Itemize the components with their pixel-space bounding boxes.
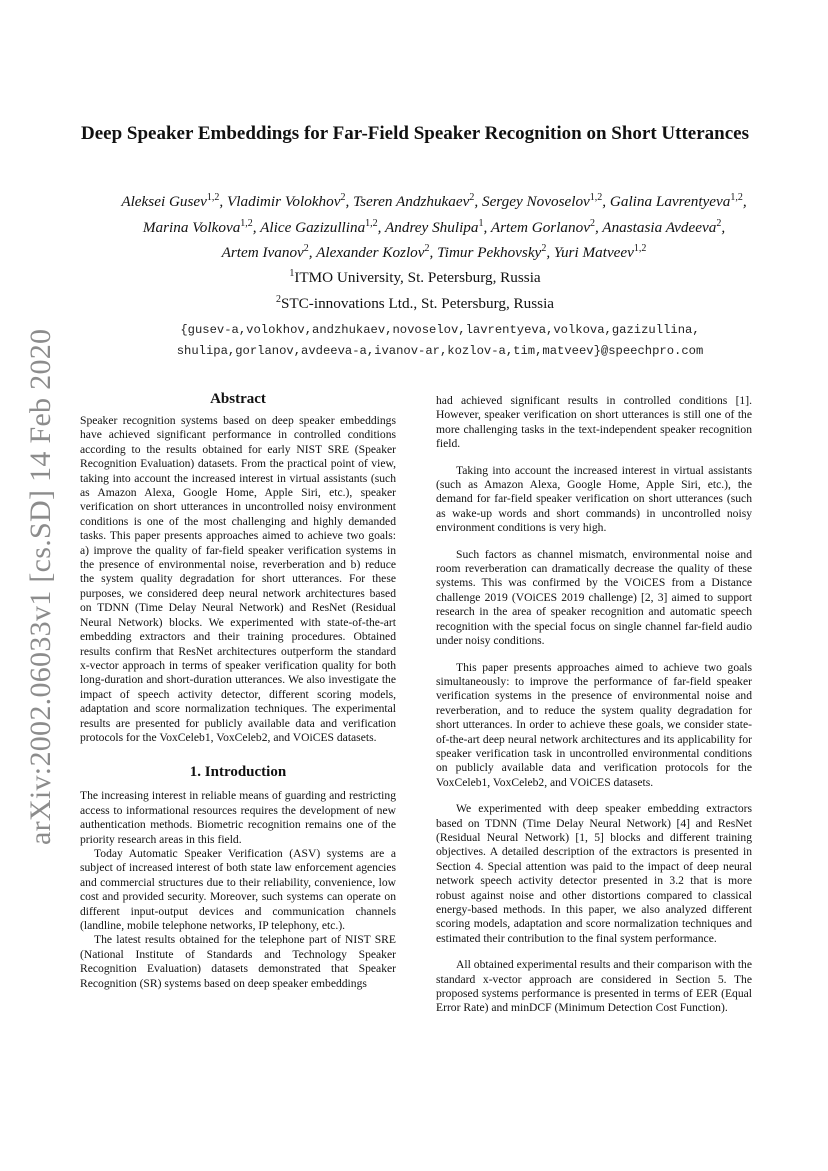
author: Vladimir Volokhov$^2$, xyxy=(227,192,354,211)
body-paragraph: had achieved significant results in controlled conditions [1]. However, speaker verification on short utterances is still one of the more challenging tasks in the text-independent speaker recognition field. xyxy=(436,394,752,451)
arxiv-side-label: arXiv:2002.06033v1 [cs.SD] 14 Feb 2020 xyxy=(24,328,57,845)
body-paragraph: We experimented with deep speaker embedding extractors based on TDNN (Time Delay Neural Network) [4] and ResNet (Residual Neural Network) [1, 5] blocks and different training objectives. A detailed description of the extractors is presented in Section 4. Special attention was paid to the impact of deep neural network speech activity detector presented in 3.2 that is more robust against noise and other distortions compared to classical energy-based methods. In this paper, we also analyzed different scoring models, adaptation and score normalization techniques and estimated their contribution to the final system performance. xyxy=(436,802,752,945)
intro-paragraph: The increasing interest in reliable means of guarding and restricting access to informational resources requires the development of new authentication methods. Biometric recognition remains one of the priority research areas in this field. xyxy=(80,789,396,846)
author: Aleksei Gusev$^{1,2}$, xyxy=(121,192,228,211)
author: Sergey Novoselov$^{1,2}$, xyxy=(481,192,610,211)
body-paragraph: All obtained experimental results and their comparison with the standard x-vector approach are considered in Section 5. The proposed systems performance is presented in terms of EER (Equal Error Rate) and minDCF (Minimum Detection Cost Function). xyxy=(436,958,752,1015)
author: Galina Lavrentyeva$^{1,2}$, xyxy=(609,192,747,211)
author: Artem Ivanov$^2$, xyxy=(221,243,317,262)
author: Anastasia Avdeeva$^2$, xyxy=(602,217,726,236)
body-paragraph: This paper presents approaches aimed to achieve two goals simultaneously: to improve the performance of far-field speaker verification systems in the presence of environmental noise and reverberation, and to reduce the system quality degradation for short utterances. In order to achieve these goals, we consider state-of-the-art deep neural network architectures and its applicability for speaker verification task in uncontrolled environmental conditions on publicly available data and verification protocols for the VoxCeleb1, VoxCeleb2, and VOiCES datasets. xyxy=(436,660,752,789)
body-paragraph: Such factors as channel mismatch, environmental noise and room reverberation can dramatically decrease the quality of these systems. This was confirmed by the VOiCES from a Distance challenge 2019 (VOiCES 2019 challenge) [2, 3] aimed to support research in the area of speaker recognition and automatic speech recognition with the special focus on single channel far-field audio under noisy conditions. xyxy=(436,547,752,648)
paper-title: Deep Speaker Embeddings for Far-Field Speaker Recognition on Short Utterances xyxy=(81,123,749,144)
intro-paragraph: Today Automatic Speaker Verification (ASV) systems are a subject of increased interest of both state law enforcement agencies and commercial structures due to their reliability, convenience, low cost and provided security. Moreover, such systems can operate on different input-output devices and communication channels (landline, mobile telephone networks, IP telephony, etc.). xyxy=(80,846,396,932)
affiliations xyxy=(70,263,760,315)
right-column xyxy=(436,394,752,1028)
intro-paragraph: The latest results obtained for the telephone part of NIST SRE (National Institute of Standards and Technology Speaker Recognition Evaluation) datasets demonstrated that Speaker Recognition (SR) systems based on deep speaker embeddings xyxy=(80,933,396,990)
author-emails xyxy=(100,320,780,362)
left-column xyxy=(80,390,396,991)
author: Alice Gazizullina$^{1,2}$, xyxy=(260,217,385,236)
abstract-text: Speaker recognition systems based on deep speaker embeddings have achieved significant performance in controlled conditions according to the results obtained for early NIST SRE (Speaker Recognition Evaluation) datasets. From the practical point of view, taking into account the increased interest in virtual assistants (such as Amazon Alexa, Google Home, Apple Siri, etc.), speaker verification on short utterances in uncontrolled noisy environment conditions is one of the most challenging and highly demanded tasks. This paper presents approaches aimed to achieve two goals: a) improve the quality of far-field speaker verification systems in the presence of environmental noise, reverberation and b) reduce the system quality degradation for short utterances. For these purposes, we considered deep neural network architectures based on TDNN (Time Delay Neural Network) and ResNet (Residual Neural Network) blocks. We experimented with state-of-the-art embedding extractors and their training procedures. Obtained results confirm that ResNet architectures outperform the standard x-vector approach in terms of speaker verification quality for both long-duration and short-duration utterances. We also investigate the impact of speech activity detector, different scoring models, adaptation and score normalization techniques. The experimental results are presented for publicly available data and verification protocols for the VoxCeleb1, VoxCeleb2, and VOiCES datasets. xyxy=(80,414,396,744)
body-paragraph: Taking into account the increased interest in virtual assistants (such as Amazon Alexa, Google Home, Apple Siri, etc.), the demand for far-field speaker verification on short utterances (such as wake-up words and short commands) in uncontrolled noisy environment conditions is very high. xyxy=(436,463,752,535)
introduction-heading: 1. Introduction xyxy=(189,764,287,781)
author: Yuri Matveev$^{1,2}$ xyxy=(553,243,647,262)
author: Tseren Andzhukaev$^2$, xyxy=(353,192,482,211)
author-list xyxy=(70,187,798,264)
author: Marina Volkova$^{1,2}$, xyxy=(142,217,261,236)
abstract-heading: Abstract xyxy=(210,391,266,407)
author: Alexander Kozlov$^2$, xyxy=(316,243,438,262)
author: Andrey Shulipa$^1$, xyxy=(385,217,491,236)
email-line-2: shulipa,gorlanov,avdeeva-a,ivanov-ar,kozlov-a,tim,matveev}@speechpro.com xyxy=(176,344,704,358)
affiliation-1: $^1$ITMO University, St. Petersburg, Russia xyxy=(289,268,541,287)
email-line-1: {gusev-a,volokhov,andzhukaev,novoselov,lavrentyeva,volkova,gazizullina, xyxy=(180,323,700,337)
affiliation-2: $^2$STC-innovations Ltd., St. Petersburg, Russia xyxy=(275,294,555,313)
author: Timur Pekhovsky$^2$, xyxy=(437,243,554,262)
author: Artem Gorlanov$^2$, xyxy=(490,217,603,236)
